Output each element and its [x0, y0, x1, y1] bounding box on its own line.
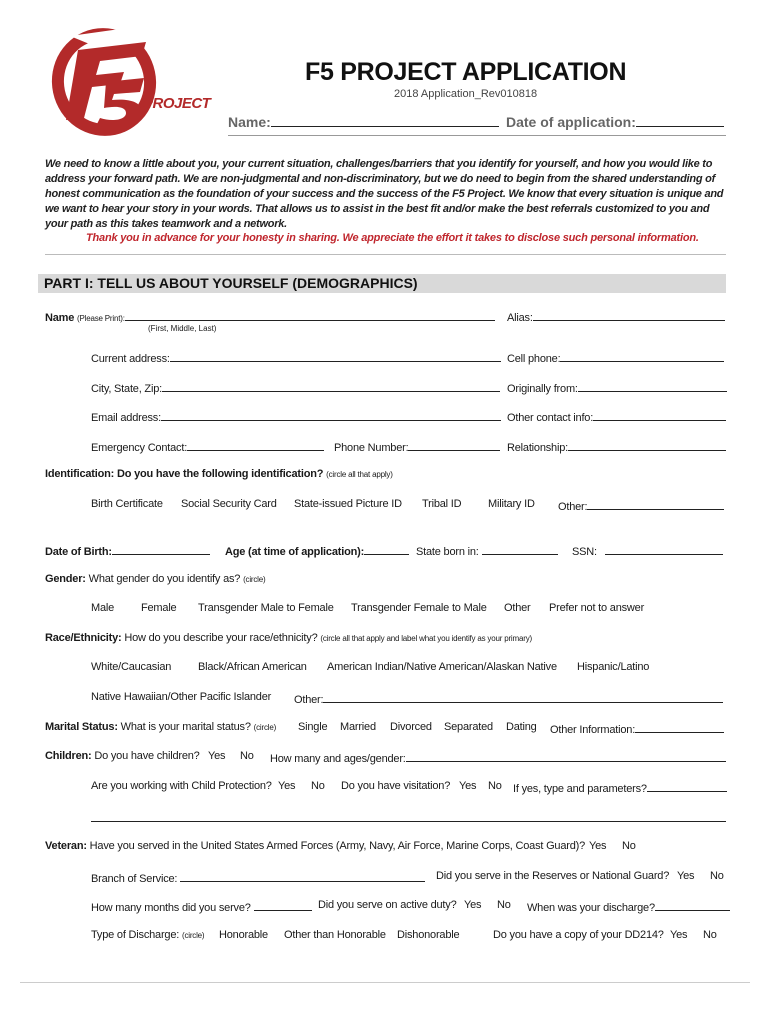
branch-field[interactable]: [180, 870, 425, 882]
children-how-many-row: How many and ages/gender:: [270, 750, 726, 765]
marital-option-dating[interactable]: Dating: [506, 721, 537, 733]
months-row: How many months did you serve?: [91, 899, 312, 914]
cell-phone-row: Cell phone:: [507, 350, 724, 365]
dd214-no[interactable]: No: [703, 929, 717, 941]
marital-option-married[interactable]: Married: [340, 721, 376, 733]
phone-number-row: Phone Number:: [334, 439, 500, 454]
discharge-other-than-honorable[interactable]: Other than Honorable: [284, 929, 386, 941]
relationship-field[interactable]: [568, 439, 726, 451]
email-field[interactable]: [161, 409, 501, 421]
race-option-other: Other:: [294, 691, 723, 706]
state-born-field[interactable]: [482, 543, 558, 555]
alias-field[interactable]: [533, 309, 725, 321]
cps-question: Are you working with Child Protection?: [91, 780, 272, 792]
gender-question: Gender: What gender do you identify as? (circle): [45, 573, 266, 585]
id-option-birth-certificate[interactable]: Birth Certificate: [91, 498, 163, 510]
dd214-question: Do you have a copy of your DD214?: [493, 929, 664, 941]
part1-heading-band: [38, 274, 726, 293]
marital-option-single[interactable]: Single: [298, 721, 328, 733]
dob-row: Date of Birth:: [45, 543, 210, 558]
marital-option-separated[interactable]: Separated: [444, 721, 493, 733]
other-contact-row: Other contact info:: [507, 409, 726, 424]
discharge-when-field[interactable]: [655, 899, 730, 911]
discharge-dishonorable[interactable]: Dishonorable: [397, 929, 460, 941]
visitation-params-field[interactable]: [647, 780, 727, 792]
reserves-yes[interactable]: Yes: [677, 870, 695, 882]
gender-option-other[interactable]: Other: [504, 602, 531, 614]
f5-project-logo: [48, 20, 211, 138]
cps-yes[interactable]: Yes: [278, 780, 296, 792]
page-subtitle: 2018 Application_Rev010818: [394, 88, 538, 100]
active-duty-no[interactable]: No: [497, 899, 511, 911]
marital-other-row: Other Information:: [550, 721, 724, 736]
discharge-type-label: Type of Discharge: (circle): [91, 929, 205, 941]
applicant-name-label: Name:: [228, 114, 499, 130]
gender-option-female[interactable]: Female: [141, 602, 177, 614]
veteran-yes[interactable]: Yes: [589, 840, 607, 852]
race-option-pacific-islander[interactable]: Native Hawaiian/Other Pacific Islander: [91, 691, 272, 703]
children-how-many-field[interactable]: [406, 750, 726, 762]
months-field[interactable]: [254, 899, 312, 911]
current-address-field[interactable]: [170, 350, 501, 362]
race-other-field[interactable]: [323, 691, 723, 703]
thanks-note: Thank you in advance for your honesty in sharing. We appreciate the effort it takes to disclose such personal information.: [86, 232, 699, 244]
logo-text: PROJECT: [143, 95, 211, 112]
reserves-question: Did you serve in the Reserves or National Guard?: [436, 870, 670, 882]
originally-from-field[interactable]: [578, 380, 727, 392]
relationship-row: Relationship:: [507, 439, 726, 454]
gender-option-trans-mtf[interactable]: Transgender Male to Female: [198, 602, 334, 614]
phone-number-field[interactable]: [408, 439, 500, 451]
application-date-field[interactable]: [636, 115, 724, 127]
veteran-no[interactable]: No: [622, 840, 636, 852]
originally-from-row: Originally from:: [507, 380, 727, 395]
page-title: F5 PROJECT APPLICATION: [305, 58, 627, 86]
veteran-question: Veteran: Have you served in the United States Armed Forces (Army, Navy, Air Force, Marine Corps, Coast Guard)?: [45, 840, 586, 852]
dob-field[interactable]: [112, 543, 210, 555]
race-option-white[interactable]: White/Caucasian: [91, 661, 172, 673]
branch-row: Branch of Service:: [91, 870, 425, 885]
city-state-zip-row: City, State, Zip:: [91, 380, 500, 395]
state-born-row: State born in:: [416, 543, 558, 558]
name-field[interactable]: [125, 309, 495, 321]
visitation-yes[interactable]: Yes: [459, 780, 477, 792]
id-option-military-id[interactable]: Military ID: [488, 498, 535, 510]
gender-option-male[interactable]: Male: [91, 602, 115, 614]
marital-option-divorced[interactable]: Divorced: [390, 721, 432, 733]
gender-option-trans-ftm[interactable]: Transgender Female to Male: [351, 602, 487, 614]
header-divider: [228, 135, 726, 136]
id-option-state-picture-id[interactable]: State-issued Picture ID: [294, 498, 402, 510]
other-contact-field[interactable]: [593, 409, 726, 421]
reserves-no[interactable]: No: [710, 870, 724, 882]
intro-paragraph: We need to know a little about you, your current situation, challenges/barriers that you identify for yourself, and how you would like to address your forward path. We are non-judgmental and non-discriminatory, but we do need to begin from the shared understanding of honest communication as the foundation of your success and the success of the F5 Project. We know that every situation is unique and we want to hear your story in your words. That allows us to assist in the best fit and/or make the best referrals customized to you and your path as this takes teamwork and a network.: [45, 158, 724, 230]
active-duty-question: Did you serve on active duty?: [318, 899, 457, 911]
email-row: Email address:: [91, 409, 501, 424]
discharge-honorable[interactable]: Honorable: [219, 929, 268, 941]
id-option-other: Other:: [558, 498, 724, 513]
active-duty-yes[interactable]: Yes: [464, 899, 482, 911]
city-state-zip-field[interactable]: [162, 380, 500, 392]
discharge-when-row: When was your discharge?: [527, 899, 730, 914]
ssn-field[interactable]: [605, 543, 723, 555]
children-question: Children: Do you have children?: [45, 750, 200, 762]
visitation-no[interactable]: No: [488, 780, 502, 792]
current-address-row: Current address:: [91, 350, 501, 365]
marital-other-field[interactable]: [635, 721, 724, 733]
footer-divider: [20, 982, 750, 983]
race-question: Race/Ethnicity: How do you describe your race/ethnicity? (circle all that apply and label what you identify as your primary): [45, 632, 532, 644]
race-option-native-american[interactable]: American Indian/Native American/Alaskan Native: [327, 661, 557, 673]
visitation-params-row: If yes, type and parameters?: [513, 780, 727, 795]
name-row: Name (Please Print):: [45, 309, 495, 324]
name-subtext: (First, Middle, Last): [148, 324, 217, 333]
cps-no[interactable]: No: [311, 780, 325, 792]
race-option-hispanic[interactable]: Hispanic/Latino: [577, 661, 650, 673]
age-field[interactable]: [364, 543, 409, 555]
alias-row: Alias:: [507, 309, 725, 324]
emergency-contact-field[interactable]: [187, 439, 324, 451]
children-extra-line[interactable]: [91, 821, 726, 822]
marital-question: Marital Status: What is your marital status? (circle): [45, 721, 277, 733]
id-other-field[interactable]: [587, 498, 724, 510]
gender-option-prefer-not[interactable]: Prefer not to answer: [549, 602, 645, 614]
identification-question: Identification: Do you have the following identification? (circle all that apply): [45, 468, 393, 480]
race-option-black[interactable]: Black/African American: [198, 661, 307, 673]
children-yes[interactable]: Yes: [208, 750, 226, 762]
children-no[interactable]: No: [240, 750, 254, 762]
emergency-contact-row: Emergency Contact:: [91, 439, 324, 454]
applicant-name-field[interactable]: [271, 115, 499, 127]
age-row: Age (at time of application):: [225, 543, 409, 558]
visitation-question: Do you have visitation?: [341, 780, 451, 792]
ssn-row: SSN:: [572, 543, 723, 558]
application-date-label: Date of application:: [506, 114, 724, 130]
part1-heading: PART I: TELL US ABOUT YOURSELF (DEMOGRAPHICS): [44, 275, 418, 291]
dd214-yes[interactable]: Yes: [670, 929, 688, 941]
cell-phone-field[interactable]: [560, 350, 724, 362]
id-option-tribal-id[interactable]: Tribal ID: [422, 498, 462, 510]
intro-divider: [45, 254, 726, 255]
id-option-social-security[interactable]: Social Security Card: [181, 498, 277, 510]
